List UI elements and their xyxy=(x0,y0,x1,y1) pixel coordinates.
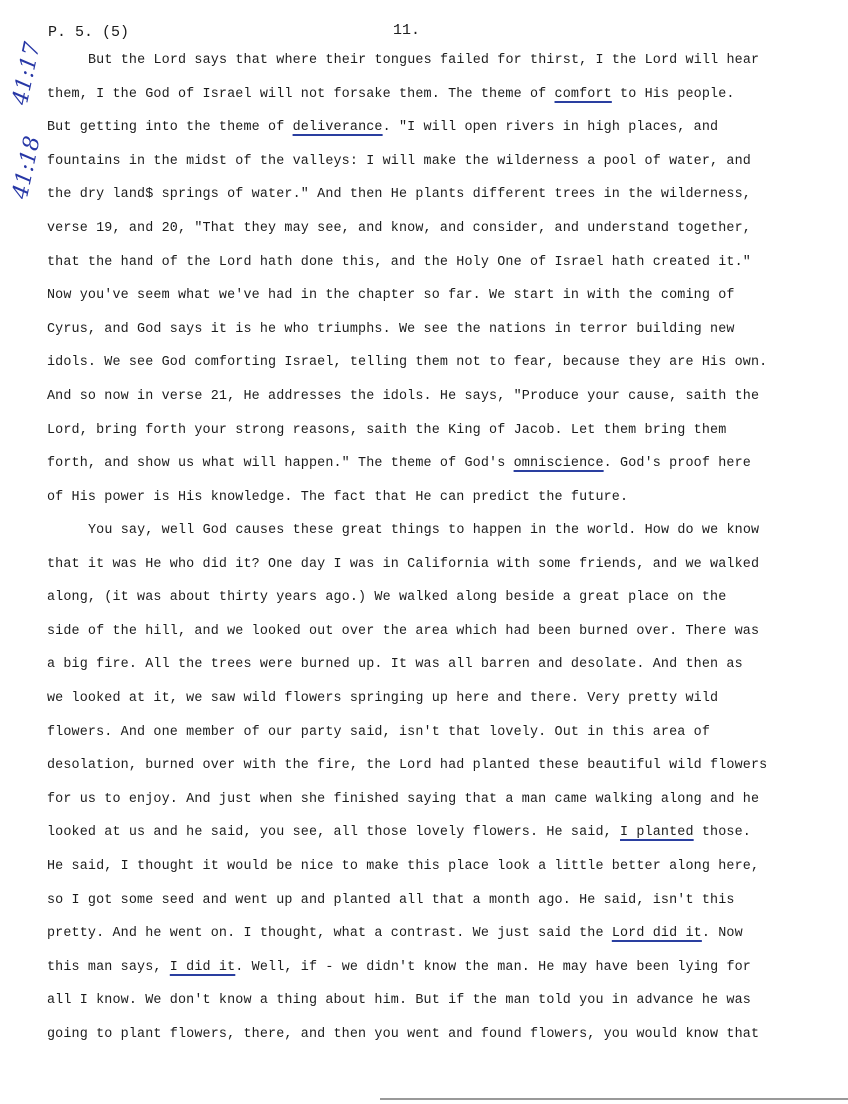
text-segment: . Now xyxy=(701,926,743,942)
text-line xyxy=(47,154,751,169)
text-line xyxy=(47,859,759,874)
text-line xyxy=(47,423,726,438)
text-line xyxy=(47,825,751,840)
text-line xyxy=(47,490,628,505)
text-segment: all I know. We don't know a thing about him. But if the man told you in advance he was xyxy=(47,993,751,1009)
text-line xyxy=(47,960,751,975)
text-segment: of His power is His knowledge. The fact that He can predict the future. xyxy=(47,489,629,505)
text-segment: that the hand of the Lord hath done this, and the Holy One of Israel hath created it." xyxy=(47,254,751,270)
text-segment: . "I will open rivers in high places, and xyxy=(382,120,719,136)
text-segment: side of the hill, and we looked out over the area which had been burned over. There was xyxy=(47,623,760,639)
text-line xyxy=(47,87,735,102)
text-segment: Lord, bring forth your strong reasons, saith the King of Jacob. Let them bring them xyxy=(47,422,727,438)
text-line xyxy=(47,725,710,740)
text-segment: going to plant flowers, there, and then you went and found flowers, you would know that xyxy=(47,1027,760,1042)
underlined-phrase: Lord did it xyxy=(611,926,702,942)
underlined-phrase: omniscience xyxy=(513,456,604,472)
text-line xyxy=(47,288,735,303)
text-segment: to His people. xyxy=(611,86,735,102)
text-line xyxy=(47,926,743,941)
underlined-phrase: comfort xyxy=(554,86,612,102)
underlined-phrase: I did it xyxy=(169,959,236,975)
text-segment: You say, well God causes these great things to happen in the world. How do we know xyxy=(88,523,760,538)
text-segment: desolation, burned over with the fire, the Lord had planted these beautiful wild flowers xyxy=(47,758,768,774)
text-line xyxy=(47,758,767,773)
text-segment: along, (it was about thirty years ago.) We walked along beside a great place on the xyxy=(47,590,727,606)
text-line xyxy=(47,322,735,337)
text-segment: Now you've seem what we've had in the chapter so far. We start in with the coming of xyxy=(47,288,735,304)
text-line xyxy=(47,355,767,370)
text-segment: forth, and show us what will happen." The theme of God's xyxy=(47,456,514,472)
text-segment: And so now in verse 21, He addresses the idols. He says, "Produce your cause, saith the xyxy=(47,389,760,404)
text-line xyxy=(88,53,759,68)
text-segment: a big fire. All the trees were burned up. It was all barren and desolate. And then as xyxy=(47,657,743,673)
text-segment: them, I the God of Israel will not forsake them. The theme of xyxy=(47,86,555,102)
text-segment: verse 19, and 20, "That they may see, and know, and consider, and understand together, xyxy=(47,221,751,236)
text-segment: He said, I thought it would be nice to make this place look a little better along here, xyxy=(47,859,760,874)
text-line xyxy=(47,221,751,236)
text-segment: idols. We see God comforting Israel, telling them not to fear, because they are His own. xyxy=(47,355,768,371)
text-segment: those. xyxy=(693,825,751,841)
underlined-phrase: deliverance xyxy=(292,120,383,136)
text-segment: looked at us and he said, you see, all those lovely flowers. He said, xyxy=(47,825,620,841)
text-segment: Cyrus, and God says it is he who triumphs. We see the nations in terror building new xyxy=(47,321,735,337)
text-line xyxy=(47,993,751,1008)
underlined-phrase: I planted xyxy=(620,825,694,841)
margin-note-verse: 41:18 xyxy=(8,133,46,202)
text-line xyxy=(47,187,751,202)
text-segment: we looked at it, we saw wild flowers springing up here and there. Very pretty wild xyxy=(47,691,719,706)
text-segment: . Well, if - we didn't know the man. He may have been lying for xyxy=(235,959,751,975)
text-segment: pretty. And he went on. I thought, what a contrast. We just said the xyxy=(47,926,612,942)
text-segment: this man says, xyxy=(47,959,170,975)
text-segment: fountains in the midst of the valleys: I will make the wilderness a pool of water, and xyxy=(47,153,751,169)
text-segment: that it was He who did it? One day I was in California with some friends, and we walked xyxy=(47,556,760,572)
text-segment: the dry land$ springs of water." And then He plants different trees in the wilderness, xyxy=(47,187,751,203)
text-segment: for us to enjoy. And just when she finished saying that a man came walking along and he xyxy=(47,791,760,807)
text-line xyxy=(47,1027,759,1042)
text-line xyxy=(47,893,735,908)
text-line xyxy=(88,523,759,538)
page-reference: P. 5. (5) xyxy=(48,24,130,41)
text-segment: But the Lord says that where their tongues failed for thirst, I the Lord will hear xyxy=(88,53,760,68)
text-segment: But getting into the theme of xyxy=(47,120,293,136)
text-line xyxy=(47,557,759,572)
page-edge-rule xyxy=(380,1098,848,1100)
text-line xyxy=(47,657,743,672)
text-segment: flowers. And one member of our party said, isn't that lovely. Out in this area of xyxy=(47,724,711,740)
text-line xyxy=(47,389,759,404)
page-number: 11. xyxy=(393,22,421,39)
text-segment: so I got some seed and went up and planted all that a month ago. He said, isn't this xyxy=(47,892,735,908)
text-line xyxy=(47,255,751,270)
text-line xyxy=(47,120,718,135)
text-line xyxy=(47,691,718,706)
margin-note-verse: 41:17 xyxy=(8,39,46,108)
text-line xyxy=(47,590,726,605)
text-line xyxy=(47,792,759,807)
text-line xyxy=(47,624,759,639)
text-segment: . God's proof here xyxy=(603,456,751,472)
text-line xyxy=(47,456,751,471)
